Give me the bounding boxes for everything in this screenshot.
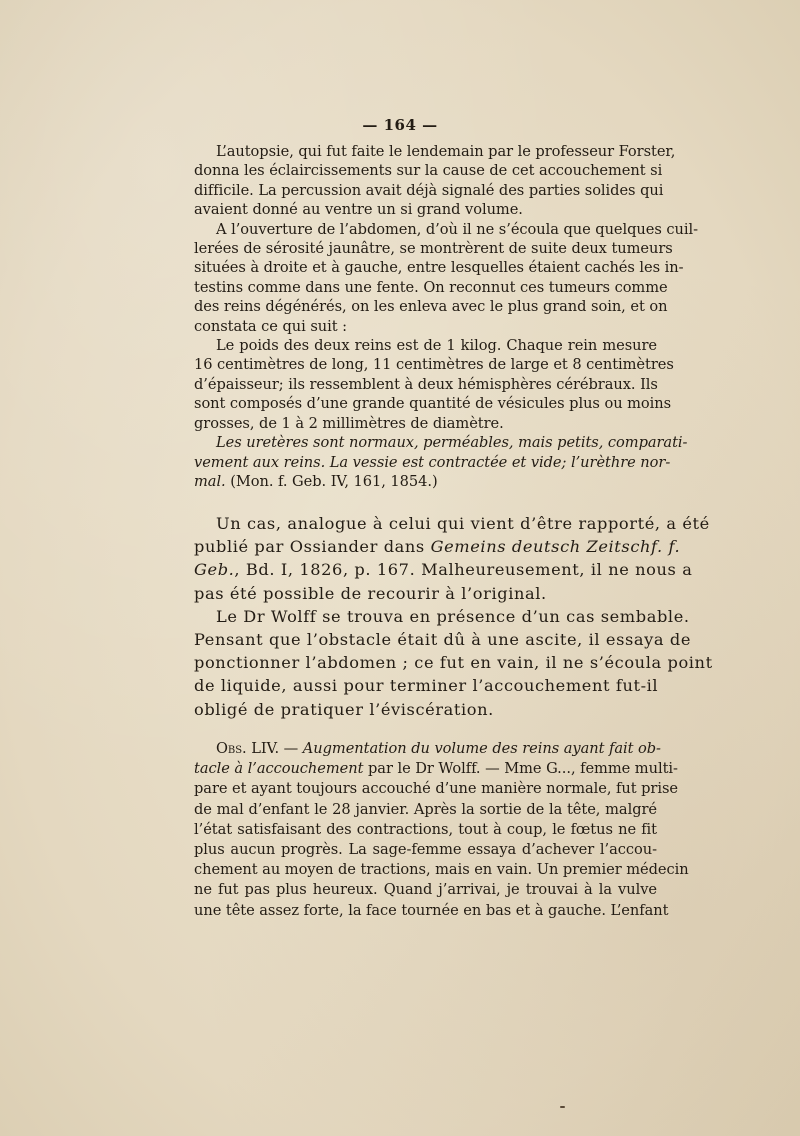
text-line: de liquide, aussi pour terminer l’accouchement fut-il: [194, 676, 659, 696]
paper-speck: [560, 1106, 565, 1108]
text-line: plus aucun progrès. La sage-femme essaya d’achever l’accou-: [194, 841, 657, 859]
plain-text: , Bd. I, 1826, p. 167. Malheureusement, il ne nous a: [234, 560, 693, 580]
italic-text: Gemeins deutsch Zeitschf. f.: [430, 537, 681, 557]
italic-text: Geb.: [194, 560, 235, 580]
text-line: de mal d’enfant le 28 janvier. Après la sortie de la tête, malgré: [194, 800, 657, 818]
text-line: donna les éclaircissements sur la cause de cet accouchement si: [194, 162, 663, 180]
text-line: lerées de sérosité jaunâtre, se montrèrent de suite deux tumeurs: [194, 240, 673, 258]
text-line: des reins dégénérés, on les enleva avec le plus grand soin, et on: [194, 298, 668, 316]
text-line: 16 centimètres de long, 11 centimètres de large et 8 centimètres: [194, 356, 674, 374]
text-line: grosses, de 1 à 2 millimètres de diamètre.: [194, 414, 504, 432]
plain-text: publié par Ossiander dans: [194, 537, 431, 557]
text-line: ne fut pas plus heureux. Quand j’arrivai, je trouvai à la vulve: [194, 881, 657, 899]
text-line: Un cas, analogue à celui qui vient d’être rapporté, a été: [216, 514, 710, 533]
plain-text: par le Dr Wolff. — Mme G..., femme multi-: [363, 760, 678, 778]
observation-label: Obs. LIV. —: [216, 740, 303, 757]
text-line: constata ce qui suit :: [194, 317, 347, 335]
text-line: sont composés d’une grande quantité de vésicules plus ou moins: [194, 395, 672, 413]
italic-text: vement aux reins. La vessie est contractée et vide; l’urèthre nor-: [194, 453, 671, 471]
italic-text: Les uretères sont normaux, perméables, mais petits, comparati-: [216, 434, 688, 452]
text-line: l’état satisfaisant des contractions, tout à coup, le fœtus ne fit: [194, 820, 657, 838]
italic-text: mal.: [194, 472, 226, 490]
text-line: [194, 433, 688, 452]
text-line: [194, 739, 661, 759]
text-line: difficile. La percussion avait déjà signalé des parties solides qui: [194, 181, 664, 199]
text-line: [194, 759, 678, 779]
text-line: obligé de pratiquer l’éviscération.: [194, 699, 494, 719]
text-line: chement au moyen de tractions, mais en vain. Un premier médecin: [194, 861, 689, 879]
text-line: situées à droite et à gauche, entre lesquelles étaient cachés les in-: [194, 259, 684, 277]
citation: (Mon. f. Geb. IV, 161, 1854.): [225, 472, 438, 490]
text-line: testins comme dans une fente. On reconnut ces tumeurs comme: [194, 278, 668, 296]
observation-title: Augmentation du volume des reins ayant fait ob-: [302, 740, 661, 757]
text-line: [194, 535, 681, 558]
text-line: A l’ouverture de l’abdomen, d’où il ne s’écoula que quelques cuil-: [216, 220, 698, 238]
text-line: avaient donné au ventre un si grand volume.: [194, 201, 523, 219]
text-line: Le Dr Wolff se trouva en présence d’un cas sembable.: [216, 606, 690, 626]
text-line: ponctionner l’abdomen ; ce fut en vain, il ne s’écoula point: [194, 653, 713, 673]
text-line: [194, 558, 693, 581]
text-line: pare et ayant toujours accouché d’une manière normale, fut prise: [194, 780, 678, 798]
autopsy-section: [194, 142, 698, 491]
text-line: Pensant que l’obstacle était dû à une ascite, il essaya de: [194, 630, 692, 650]
observation-title: tacle à l’accouchement: [194, 760, 364, 778]
text-line: L’autopsie, qui fut faite le lendemain par le professeur Forster,: [216, 143, 676, 160]
text-line: [194, 472, 657, 491]
text-line: [194, 453, 671, 472]
observation-section: [194, 739, 689, 921]
page-number: — 164 —: [362, 116, 438, 134]
text-line: d’épaisseur; ils ressemblent à deux hémisphères cérébraux. Ils: [194, 375, 658, 393]
text-line: Le poids des deux reins est de 1 kilog. Chaque rein mesure: [216, 337, 657, 355]
text-line: une tête assez forte, la face tournée en bas et à gauche. L’enfant: [194, 901, 669, 919]
analogous-case-section: [194, 512, 713, 721]
text-line: pas été possible de recourir à l’original.: [194, 583, 547, 603]
